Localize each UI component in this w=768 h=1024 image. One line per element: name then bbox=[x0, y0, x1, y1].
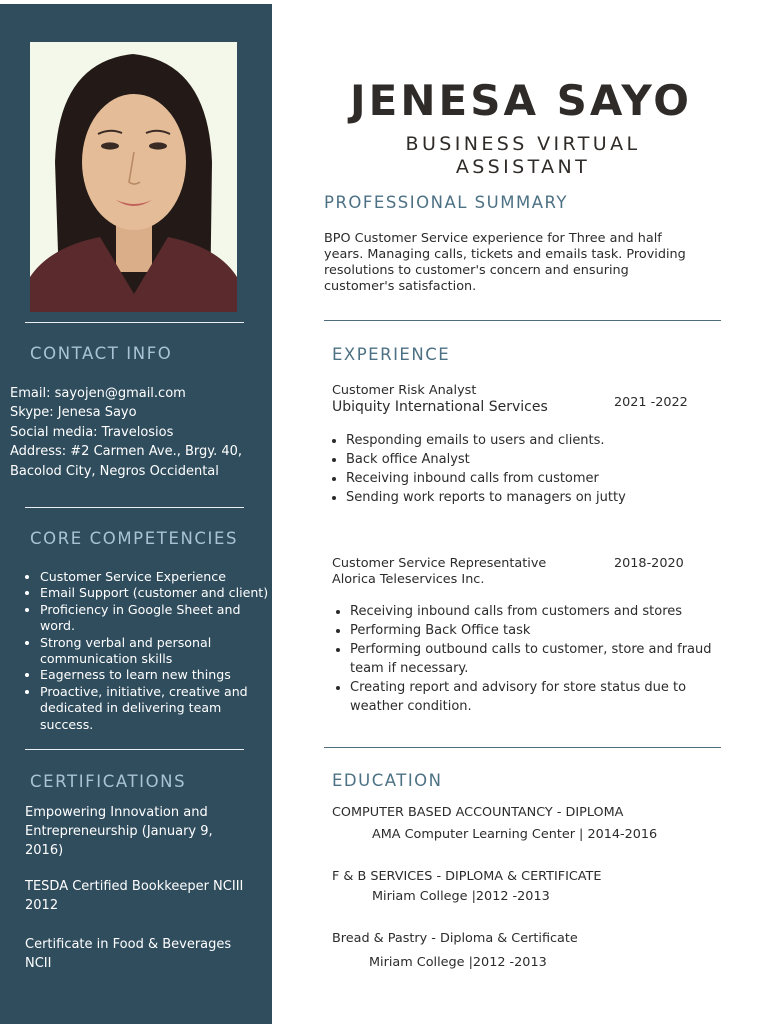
job-duty-item: • Receiving inbound calls from customers and stores bbox=[350, 602, 728, 621]
job-duty-item: • Responding emails to users and clients. bbox=[346, 431, 726, 450]
contact-skype: Skype: Jenesa Sayo bbox=[10, 405, 137, 421]
education-heading: EDUCATION bbox=[332, 771, 443, 790]
job-duty-item: • Back office Analyst bbox=[346, 450, 726, 469]
sidebar-divider bbox=[25, 322, 244, 323]
contact-address-line: Address: #2 Carmen Ave., Brgy. 40, bbox=[10, 444, 243, 460]
job-company: Alorica Teleservices Inc. bbox=[332, 572, 485, 587]
certifications-heading: CERTIFICATIONS bbox=[30, 772, 187, 791]
job-duty-item: • Performing outbound calls to customer, store and fraud team if necessary. bbox=[350, 640, 728, 678]
section-divider bbox=[324, 320, 721, 321]
job-duty-item: • Performing Back Office task bbox=[350, 621, 728, 640]
job-duty-item: • Receiving inbound calls from customer bbox=[346, 469, 726, 488]
competency-item: • Customer Service Experience bbox=[40, 569, 276, 585]
job-duties-list bbox=[332, 602, 728, 716]
education-school: Miriam College |2012 -2013 bbox=[372, 889, 550, 904]
contact-social-media: Social media: Travelosios bbox=[10, 424, 174, 440]
job-dates: 2018-2020 bbox=[614, 556, 684, 571]
certification-item: TESDA Certified Bookkeeper NCIII 2012 bbox=[25, 879, 244, 913]
certification-item: Certificate in Food & Beverages NCII bbox=[25, 937, 232, 971]
professional-summary-heading: PROFESSIONAL SUMMARY bbox=[324, 193, 568, 212]
competency-item: • Proficiency in Google Sheet and word. bbox=[40, 602, 276, 635]
contact-info-list bbox=[10, 384, 265, 481]
certification-item: Empowering Innovation and Entrepreneurship (January 9, 2016) bbox=[25, 805, 213, 858]
job-duties-list bbox=[328, 431, 726, 507]
contact-address-line: Bacolod City, Negros Occidental bbox=[10, 463, 219, 479]
contact-email: Email: sayojen@gmail.com bbox=[10, 386, 186, 401]
job-role: Customer Risk Analyst bbox=[332, 383, 477, 398]
competency-item: • Eagerness to learn new things bbox=[40, 667, 276, 683]
contact-info-heading: CONTACT INFO bbox=[30, 344, 173, 363]
sidebar-divider bbox=[25, 507, 244, 508]
sidebar bbox=[0, 4, 272, 1024]
education-degree: Bread & Pastry - Diploma & Certificate bbox=[332, 931, 578, 946]
candidate-name: JENESA SAYO bbox=[350, 76, 692, 125]
sidebar-divider bbox=[25, 749, 244, 750]
core-competencies-heading: CORE COMPETENCIES bbox=[30, 529, 239, 548]
job-company: Ubiquity International Services bbox=[332, 399, 548, 415]
job-duty-item: • Creating report and advisory for store status due to weather condition. bbox=[350, 678, 728, 716]
education-school: Miriam College |2012 -2013 bbox=[369, 955, 547, 970]
education-degree: F & B SERVICES - DIPLOMA & CERTIFICATE bbox=[332, 869, 602, 884]
education-school: AMA Computer Learning Center | 2014-2016 bbox=[372, 827, 658, 842]
section-divider bbox=[324, 747, 721, 748]
education-degree: COMPUTER BASED ACCOUNTANCY - DIPLOMA bbox=[332, 805, 624, 820]
professional-summary-text: BPO Customer Service experience for Three and half years. Managing calls, tickets and emails task. Providing resolutions to customer's concern and ensuring customer's satisfaction. bbox=[324, 231, 686, 294]
job-duty-item: • Sending work reports to managers on jutty bbox=[346, 488, 726, 507]
competency-item: • Proactive, initiative, creative and dedicated in delivering team success. bbox=[40, 684, 276, 733]
profile-photo-image bbox=[30, 42, 237, 312]
competency-item: • Strong verbal and personal communication skills bbox=[40, 635, 276, 668]
competency-item: • Email Support (customer and client) bbox=[40, 585, 276, 601]
experience-heading: EXPERIENCE bbox=[332, 345, 451, 364]
core-competencies-list bbox=[24, 569, 276, 733]
job-title: BUSINESS VIRTUAL ASSISTANT bbox=[405, 133, 641, 178]
job-role: Customer Service Representative bbox=[332, 556, 547, 571]
job-dates: 2021 -2022 bbox=[614, 395, 688, 410]
profile-photo bbox=[30, 42, 237, 312]
